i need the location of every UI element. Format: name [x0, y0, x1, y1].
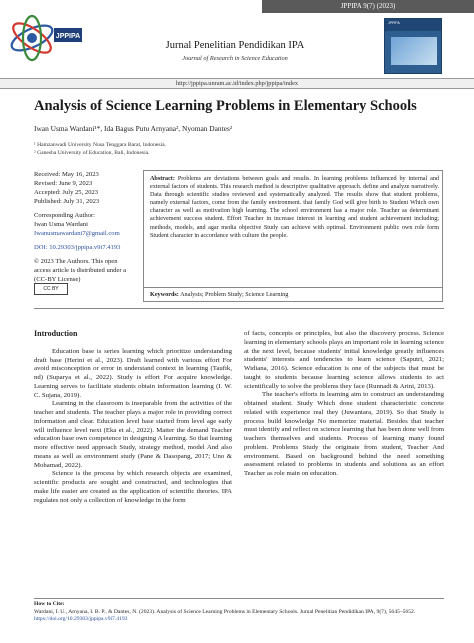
- journal-subtitle: Journal of Research in Science Education: [182, 55, 288, 62]
- journal-title: Jurnal Penelitian Pendidikan IPA: [165, 40, 305, 51]
- footer-divider: [34, 598, 444, 599]
- abstract-text: [150, 175, 439, 240]
- paragraph: of facts, concepts or principles, but also the discovery process. Science learning in elementary schools plays an important role in learning science at the next level, because students' initial knowledge greatly influences students' interests and tendencies to learn science (Saputri, 2021; Widiana, 2016). Science education is one of the subjects that must be taught to students because learning science allows students to act scientifically to solve the problems they face (Runnadi & Arini, 2013).: [244, 330, 444, 390]
- abstract-label: Abstract:: [150, 176, 175, 182]
- paragraph: The teacher's efforts in learning aim to construct an understanding obtained student. Study Which done student characteristic concrete related with experience real they (Juwantara, 2019). So that Study is process build knowledge No memorize material. Besides that teacher must identify and reflect on science learning that has been done well from teachers themselves and students. Process of learning many found problem. Problems Study the originate from student, Teacher And environment. Based on background behind the need something assessment related to problems in students and solutions as an effort Teacher as role main on education.: [244, 391, 444, 477]
- abstract-box: [143, 170, 443, 302]
- cover-title: JPPIPA: [388, 21, 400, 25]
- published-date: Published: July 31, 2023: [34, 198, 100, 205]
- body-column-right: [244, 330, 444, 479]
- received-date: Received: May 16, 2023: [34, 171, 99, 178]
- svg-text:JPPIPA: JPPIPA: [55, 33, 81, 40]
- paper-title: Analysis of Science Learning Problems in Elementary Schools: [34, 98, 417, 114]
- cc-by-badge[interactable]: CC BY: [34, 283, 68, 295]
- keywords-label: Keywords:: [150, 291, 179, 298]
- issue-label: JPPIPA 9(7) (2023): [262, 0, 474, 13]
- keywords-line: [150, 291, 288, 298]
- abstract-divider: [144, 287, 442, 288]
- corresponding-label: Corresponding Author:: [34, 212, 95, 219]
- corresponding-email[interactable]: Iwanusmawardani7@gmail.com: [34, 230, 120, 237]
- affiliation-1: ¹ Hamzanwadi University Nusa Tenggara Barat, Indonesia.: [34, 142, 166, 148]
- paragraph: Science is the process by which research objects are examined, scientific products are sought and constructed, and technologies that make life easier are created as the application of scientific theories. IPA regulates not only a collection of knowledge in the form: [34, 470, 232, 504]
- citation-text: Wardani, I. U., Arnyana, I. B. P., & Dantes, N. (2023). Analysis of Science Learning Problems in Elementary Schools. Jurnal Penelitian Pendidikan IPA, 9(7), 5645–5652.: [34, 608, 416, 615]
- abstract-body: Problems are deviations between goals and results. In learning problems influenced by internal and external factors of students. This research method is descriptive qualitative approach. define and analyze narratively. Data through scientific studies reviewed and systematically analyzed. The results show that student problems, namely external factors, come from the family environment. that family God will give birth to Student Which own character as well as motivation high learning. The school environment has a major role. Teacher as determinant achievement success student. Effort Teacher in increase interest in learning and student achievement including; methods, models, and agar media objective Study can achieve with optimal. Environment public own role form Student character in accordance with culture the people.: [150, 176, 439, 239]
- paragraph: Learning in the classroom is inseparable from the activities of the teacher and students. The teacher plays a major role in providing correct information and clear. Education level base started from level age early will influence level next (Eka et al., 2022). Matter the demand Teacher education base own competence in designing A learning. So that learning more effective need approach Study, strategy method, model And also means as well as environment study (Pane & Dasopang, 2017; Uno & Mohamad, 2022).: [34, 400, 232, 469]
- corresponding-name: Iwan Usma Wardani: [34, 221, 88, 228]
- journal-cover-image: [384, 18, 442, 74]
- how-to-cite: [34, 601, 444, 624]
- journal-header: [0, 0, 474, 82]
- keywords-value: Analysis; Problem Study; Science Learning: [180, 291, 289, 298]
- article-metadata: [34, 170, 134, 284]
- introduction-heading: Introduction: [34, 329, 78, 338]
- section-divider: [34, 308, 444, 309]
- journal-url[interactable]: http://jppipa.unram.ac.id/index.php/jppipa/index: [0, 78, 474, 89]
- revised-date: Revised: June 9, 2023: [34, 180, 93, 187]
- paragraph: Education base is series learning which prioritize understanding draft base (Herini et al., 2023). Draft learned with various effort For avoid misconception or error in understand context in learning (Taufik, nd) (Suparya et al., 2022). Study is effort For acquire knowledge. Learning serves to facilitate students obtain information learning (I. W. C. Sujana, 2019).: [34, 347, 232, 399]
- author-list: Iwan Usma Wardani¹*, Ida Bagus Putu Arnyana², Nyoman Dantes²: [34, 124, 233, 133]
- affiliation-2: ² Ganesha University of Education, Bali, Indonesia.: [34, 150, 150, 156]
- doi-link[interactable]: DOI: 10.29303/jppipa.v9i7.4193: [34, 244, 121, 251]
- accepted-date: Accepted: July 25, 2023: [34, 189, 99, 196]
- body-column-left: [34, 330, 232, 505]
- journal-logo-icon: [6, 12, 84, 66]
- how-to-cite-heading: How to Cite:: [34, 601, 65, 607]
- citation-doi-link[interactable]: https://doi.org/10.29303/jppipa.v9i7.4193: [34, 616, 128, 622]
- license-text: © 2023 The Authors. This open access article is distributed under a (CC-BY License): [34, 258, 127, 283]
